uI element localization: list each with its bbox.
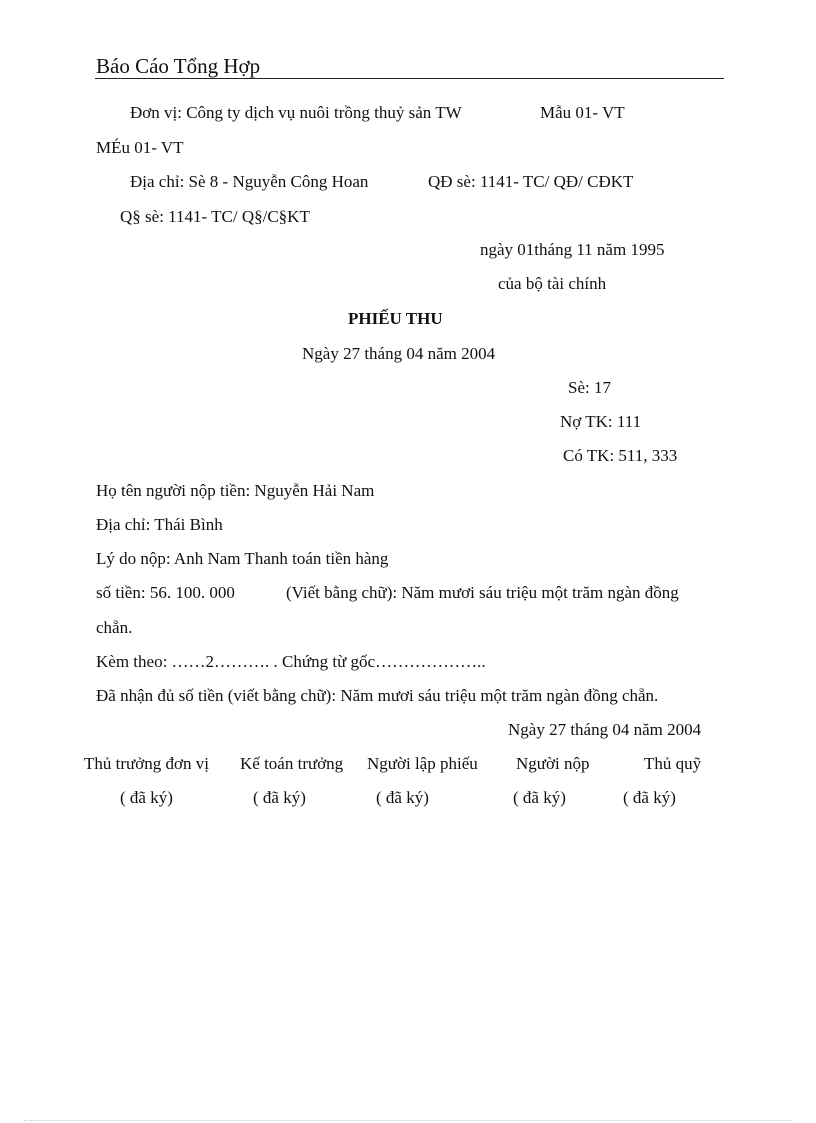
payer-address: Địa chỉ: Thái Bình xyxy=(96,515,223,534)
receipt-date: Ngày 27 tháng 04 năm 2004 xyxy=(302,344,496,363)
signed-payer: ( đã ký) xyxy=(513,788,566,807)
payer-name: Họ tên người nộp tiền: Nguyễn Hải Nam xyxy=(96,481,375,500)
header-divider xyxy=(95,78,724,79)
credit-account: Có TK: 511, 333 xyxy=(563,446,678,465)
role-unit-head: Thủ trưởng đơn vị xyxy=(84,754,209,773)
role-preparer: Người lập phiếu xyxy=(367,754,478,773)
signed-chief-accountant: ( đã ký) xyxy=(253,788,306,807)
page-header-title: Báo Cáo Tổng Hợp xyxy=(96,54,261,78)
decision-date: ngày 01tháng 11 năm 1995 xyxy=(480,240,665,259)
received-line: Đã nhận đủ số tiền (viết bằng chữ): Năm mươi sáu triệu một trăm ngàn đồng chẵn. xyxy=(96,686,659,705)
unit-line: Đơn vị: Công ty dịch vụ nuôi trồng thuỷ sản TW xyxy=(130,103,462,122)
signed-cashier: ( đã ký) xyxy=(623,788,676,807)
signature-date: Ngày 27 tháng 04 năm 2004 xyxy=(508,720,702,739)
page-bottom-edge xyxy=(24,1120,792,1121)
form-code-alt: MÉu 01- VT xyxy=(96,138,184,157)
amount-figures: số tiền: 56. 100. 000 xyxy=(96,583,235,602)
role-cashier: Thủ quỹ xyxy=(644,754,702,773)
signed-unit-head: ( đã ký) xyxy=(120,788,173,807)
debit-account: Nợ TK: 111 xyxy=(560,412,642,431)
address-line: Địa chỉ: Sè 8 - Nguyễn Công Hoan xyxy=(130,172,369,191)
amount-words-continued: chẵn. xyxy=(96,618,133,637)
receipt-number: Sè: 17 xyxy=(568,378,611,397)
receipt-title: PHIẾU THU xyxy=(348,309,443,328)
decision-issuer: của bộ tài chính xyxy=(498,274,607,293)
role-chief-accountant: Kế toán trưởng xyxy=(240,754,344,773)
payment-reason: Lý do nộp: Anh Nam Thanh toán tiền hàng xyxy=(96,549,389,568)
signed-preparer: ( đã ký) xyxy=(376,788,429,807)
role-payer: Người nộp xyxy=(516,754,590,773)
decision-number-alt: Q§ sè: 1141- TC/ Q§/C§KT xyxy=(120,207,310,226)
attachments-line: Kèm theo: ……2………. . Chứng từ gốc……………….. xyxy=(96,652,486,671)
form-code: Mẫu 01- VT xyxy=(540,103,625,122)
amount-words: (Viết bằng chữ): Năm mươi sáu triệu một trăm ngàn đồng xyxy=(286,583,679,602)
decision-number: QĐ sè: 1141- TC/ QĐ/ CĐKT xyxy=(428,172,634,191)
